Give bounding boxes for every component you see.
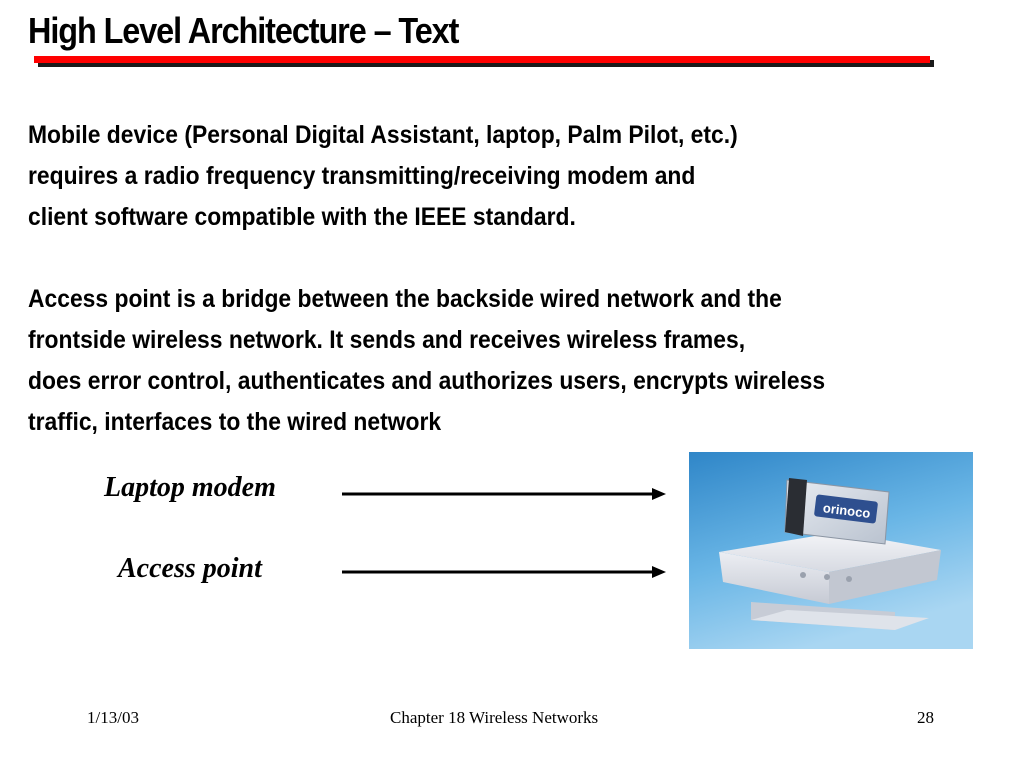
paragraph-line: Access point is a bridge between the backside wired network and the xyxy=(28,285,782,313)
paragraph-mobile-device xyxy=(28,115,1016,238)
access-point-arrow xyxy=(340,562,670,582)
slide-title: High Level Architecture – Text xyxy=(28,10,459,51)
access-point-photo xyxy=(689,452,973,649)
access-point-label: Access point xyxy=(118,553,262,584)
footer-page-number: 28 xyxy=(917,708,934,727)
paragraph-line: traffic, interfaces to the wired network xyxy=(28,408,442,436)
laptop-modem-arrow xyxy=(340,484,670,504)
laptop-modem-label: Laptop modem xyxy=(104,472,276,503)
paragraph-access-point xyxy=(28,279,1016,443)
footer-chapter: Chapter 18 Wireless Networks xyxy=(390,708,599,727)
photo-card-brand: orinoco xyxy=(822,500,872,521)
paragraph-line: requires a radio frequency transmitting/receiving modem and xyxy=(28,162,696,190)
paragraph-line: does error control, authenticates and authorizes users, encrypts wireless xyxy=(28,367,826,395)
paragraph-line: frontside wireless network. It sends and receives wireless frames, xyxy=(28,326,746,354)
paragraph-line: client software compatible with the IEEE standard. xyxy=(28,203,576,231)
paragraph-line: Mobile device (Personal Digital Assistant, laptop, Palm Pilot, etc.) xyxy=(28,121,738,149)
title-underline xyxy=(34,56,930,63)
footer-date: 1/13/03 xyxy=(87,708,139,727)
